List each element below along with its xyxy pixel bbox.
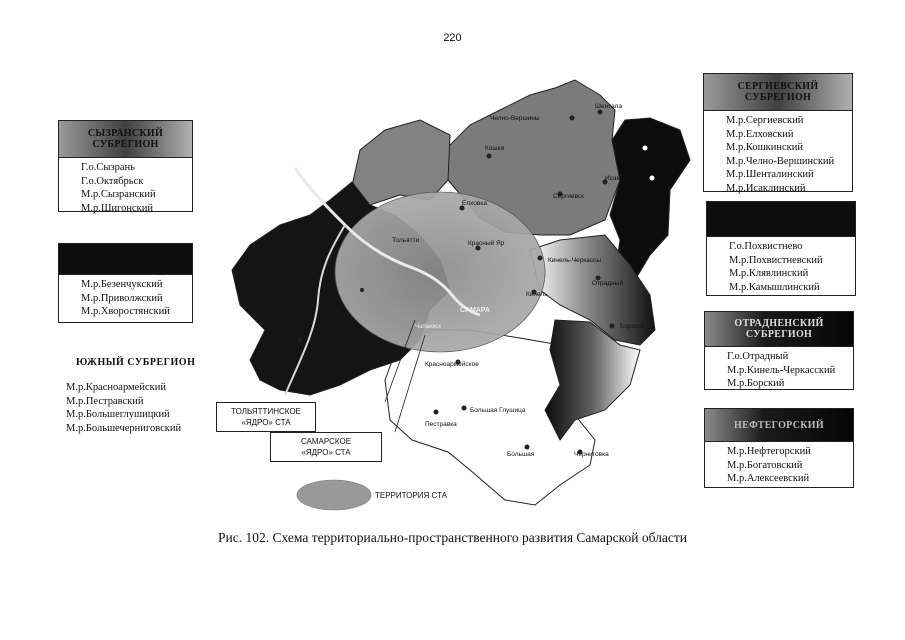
label-chelno: Челно-Вершины bbox=[490, 115, 540, 122]
legend-otradny-title: ОТРАДНЕНСКИЙ СУБРЕГИОН bbox=[705, 312, 853, 347]
label-samara: САМАРА bbox=[460, 307, 490, 314]
legend-syzran-item: Г.о.Октябрьск bbox=[81, 175, 144, 187]
legend-south-item: М.р.Пестравский bbox=[66, 395, 144, 407]
legend-syzran-item: Г.о.Сызрань bbox=[81, 162, 135, 173]
legend-south-title: ЮЖНЫЙ СУБРЕГИОН bbox=[76, 357, 196, 368]
label-kinel-cherkassy: Кинель-Черкассы bbox=[548, 257, 602, 264]
legend-pokhvistnevo-item: М.р.Похвистневский bbox=[729, 254, 823, 266]
legend-syzran-item: М.р.Шигонский bbox=[81, 202, 153, 214]
togliatti-core-box: ТОЛЬЯТТИНСКОЕ «ЯДРО» СТА bbox=[216, 402, 316, 432]
label-pestravka: Пестравка bbox=[425, 421, 457, 428]
legend-neftegorsk-item: М.р.Богатовский bbox=[727, 459, 803, 471]
legend-neftegorsk-title: НЕФТЕГОРСКИЙ bbox=[705, 409, 853, 442]
legend-sergievsk-item: М.р.Челно-Вершинский bbox=[726, 155, 835, 167]
legend-sergievsk-item: М.р.Кошкинский bbox=[726, 142, 803, 153]
page-number: 220 bbox=[443, 32, 462, 44]
legend-sergievsk-item: М.р.Исаклинский bbox=[726, 182, 806, 194]
label-otradny: Отрадный bbox=[592, 280, 623, 287]
legend-pokhvistnevo-item: М.р.Клявлинский bbox=[729, 268, 809, 279]
label-togliatti: Тольятти bbox=[392, 237, 420, 244]
label-kinel: Кинель bbox=[526, 291, 548, 298]
legend-black-item: М.р.Хворостянский bbox=[81, 306, 170, 317]
legend-pokhvistnevo-item: Г.о.Похвистнево bbox=[729, 241, 803, 252]
figure-caption: Рис. 102. Схема территориально-пространственного развития Самарской области bbox=[218, 530, 687, 545]
legend-sergievsk-item: М.р.Сергиевский bbox=[726, 115, 804, 126]
legend-otradny-item: Г.о.Отрадный bbox=[727, 351, 789, 362]
label-bolshaya: Большая bbox=[507, 451, 535, 458]
legend-syzran-item: М.р.Сызранский bbox=[81, 189, 156, 200]
legend-otradny-item: М.р.Борский bbox=[727, 378, 785, 389]
label-isakly: Исаклы bbox=[605, 175, 628, 182]
label-koshki: Кошки bbox=[485, 145, 505, 152]
label-chapaevsk: Чапаевск bbox=[415, 324, 442, 330]
label-shentala: Шентала bbox=[595, 103, 623, 110]
label-chernigovka: Черниговка bbox=[574, 451, 609, 458]
label-bolshaya-glushitsa: Большая Глушица bbox=[470, 407, 526, 414]
legend-sergievsk-title: СЕРГИЕВСКИЙ СУБРЕГИОН bbox=[704, 74, 852, 111]
samara-core-box: САМАРСКОЕ «ЯДРО» СТА bbox=[270, 432, 382, 462]
legend-neftegorsk-item: М.р.Нефтегорский bbox=[727, 446, 811, 457]
sta-legend-label: ТЕРРИТОРИЯ СТА bbox=[375, 491, 447, 500]
label-krasny-yar: Красный Яр bbox=[468, 240, 505, 247]
legend-otradny-item: М.р.Кинель-Черкасский bbox=[727, 364, 836, 376]
legend-south-item: М.р.Красноармейский bbox=[66, 382, 166, 393]
sta-legend-swatch bbox=[297, 480, 371, 510]
legend-sergievsk-item: М.р.Елховский bbox=[726, 128, 794, 140]
label-sergievsk: Сергиевск bbox=[553, 193, 585, 200]
legend-south-item: М.р.Большечерниговский bbox=[66, 422, 182, 434]
legend-pokhvistnevo-item: М.р.Камышлинский bbox=[729, 281, 820, 293]
label-krasnoarmeyskoe: Красноармейское bbox=[425, 361, 479, 368]
legend-sergievsk-item: М.р.Шенталинский bbox=[726, 169, 814, 180]
legend-black-item: М.р.Безенчукский bbox=[81, 279, 163, 290]
legend-syzran-title: СЫЗРАНСКИЙ СУБРЕГИОН bbox=[59, 121, 192, 158]
legend-south-item: М.р.Большеглушицкий bbox=[66, 409, 170, 420]
legend-neftegorsk-item: М.р.Алексеевский bbox=[727, 473, 810, 484]
label-elkhovka: Елховка bbox=[462, 200, 487, 207]
label-borskoe: Борское bbox=[620, 323, 645, 330]
legend-black-item: М.р.Приволжский bbox=[81, 292, 163, 304]
